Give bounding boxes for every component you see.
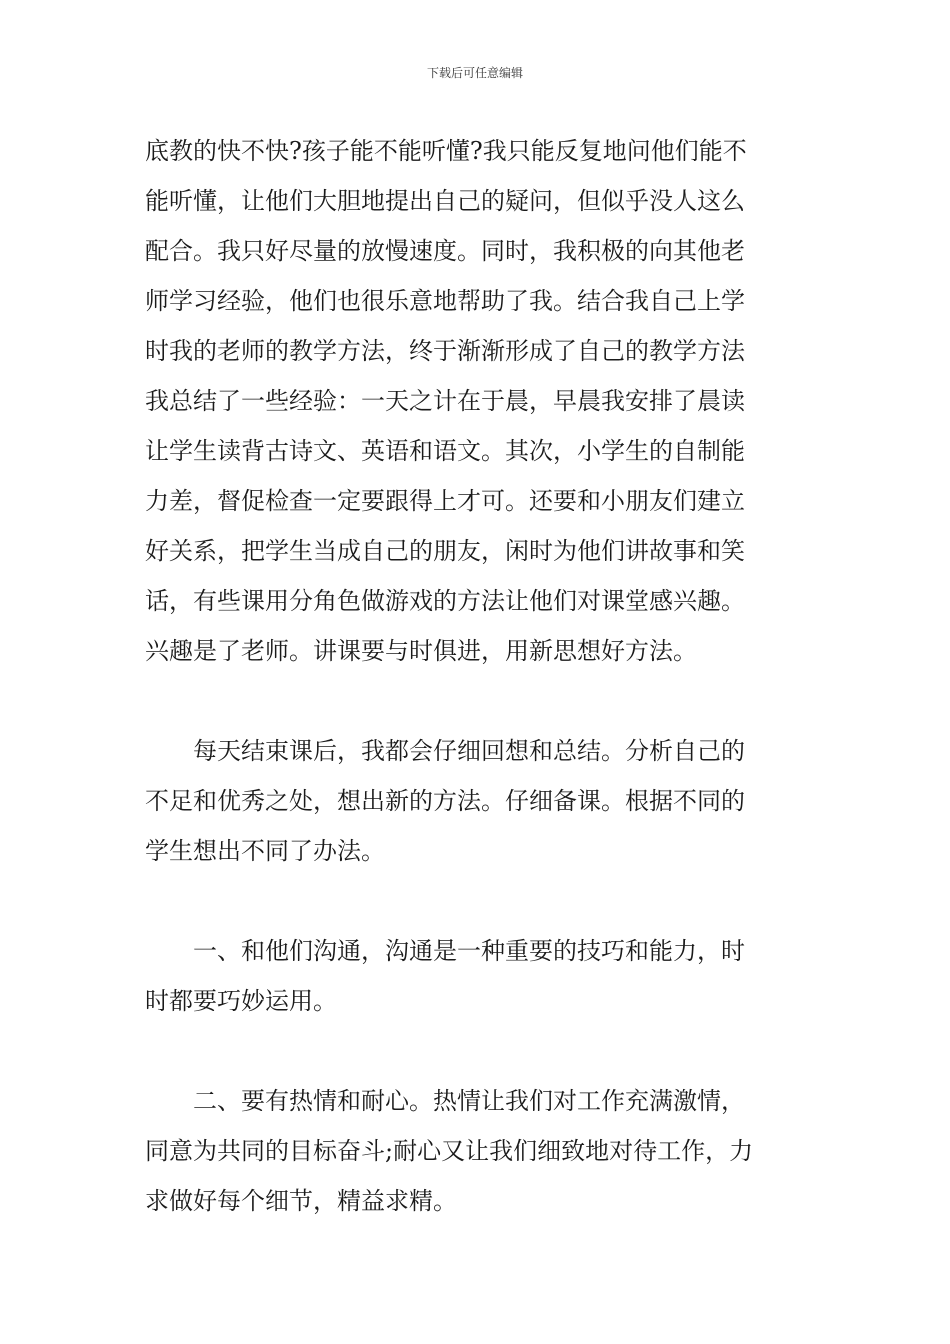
text-line: 时我的老师的教学方法，终于渐渐形成了自己的教学方法 bbox=[145, 337, 745, 365]
text-line: 话，有些课用分角色做游戏的方法让他们对课堂感兴趣。 bbox=[145, 587, 745, 615]
paragraph-3 bbox=[145, 926, 809, 1026]
page-header: 下载后可任意编辑 bbox=[426, 66, 523, 80]
document-body bbox=[145, 126, 809, 1226]
text-line: 不足和优秀之处，想出新的方法。仔细备课。根据不同的 bbox=[145, 787, 745, 815]
text-line: 二、要有热情和耐心。热情让我们对工作充满激情， bbox=[193, 1087, 745, 1115]
paragraph-gap bbox=[145, 876, 809, 926]
text-line: 学生想出不同了办法。 bbox=[145, 837, 385, 865]
text-line: 每天结束课后，我都会仔细回想和总结。分析自己的 bbox=[193, 737, 745, 765]
text-line: 让学生读背古诗文、英语和语文。其次，小学生的自制能 bbox=[145, 437, 745, 465]
paragraph-1 bbox=[145, 126, 809, 676]
text-line: 底教的快不快?孩子能不能听懂?我只能反复地问他们能不 bbox=[145, 137, 747, 165]
text-line: 师学习经验，他们也很乐意地帮助了我。结合我自己上学 bbox=[145, 287, 745, 315]
text-line: 一、和他们沟通，沟通是一种重要的技巧和能力，时 bbox=[193, 937, 745, 965]
text-line: 好关系，把学生当成自己的朋友，闲时为他们讲故事和笑 bbox=[145, 537, 745, 565]
text-line: 我总结了一些经验：一天之计在于晨，早晨我安排了晨读 bbox=[145, 387, 745, 415]
paragraph-gap bbox=[145, 1026, 809, 1076]
text-line: 时都要巧妙运用。 bbox=[145, 987, 337, 1015]
text-line: 求做好每个细节，精益求精。 bbox=[145, 1187, 457, 1215]
text-line: 能听懂，让他们大胆地提出自己的疑问，但似乎没人这么 bbox=[145, 187, 745, 215]
text-line: 兴趣是了老师。讲课要与时俱进，用新思想好方法。 bbox=[145, 637, 697, 665]
text-line: 配合。我只好尽量的放慢速度。同时，我积极的向其他老 bbox=[145, 237, 745, 265]
text-line: 同意为共同的目标奋斗;耐心又让我们细致地对待工作，力 bbox=[145, 1137, 754, 1165]
text-line: 力差，督促检查一定要跟得上才可。还要和小朋友们建立 bbox=[145, 487, 745, 515]
paragraph-4 bbox=[145, 1076, 809, 1226]
paragraph-2 bbox=[145, 726, 809, 876]
paragraph-gap bbox=[145, 676, 809, 726]
